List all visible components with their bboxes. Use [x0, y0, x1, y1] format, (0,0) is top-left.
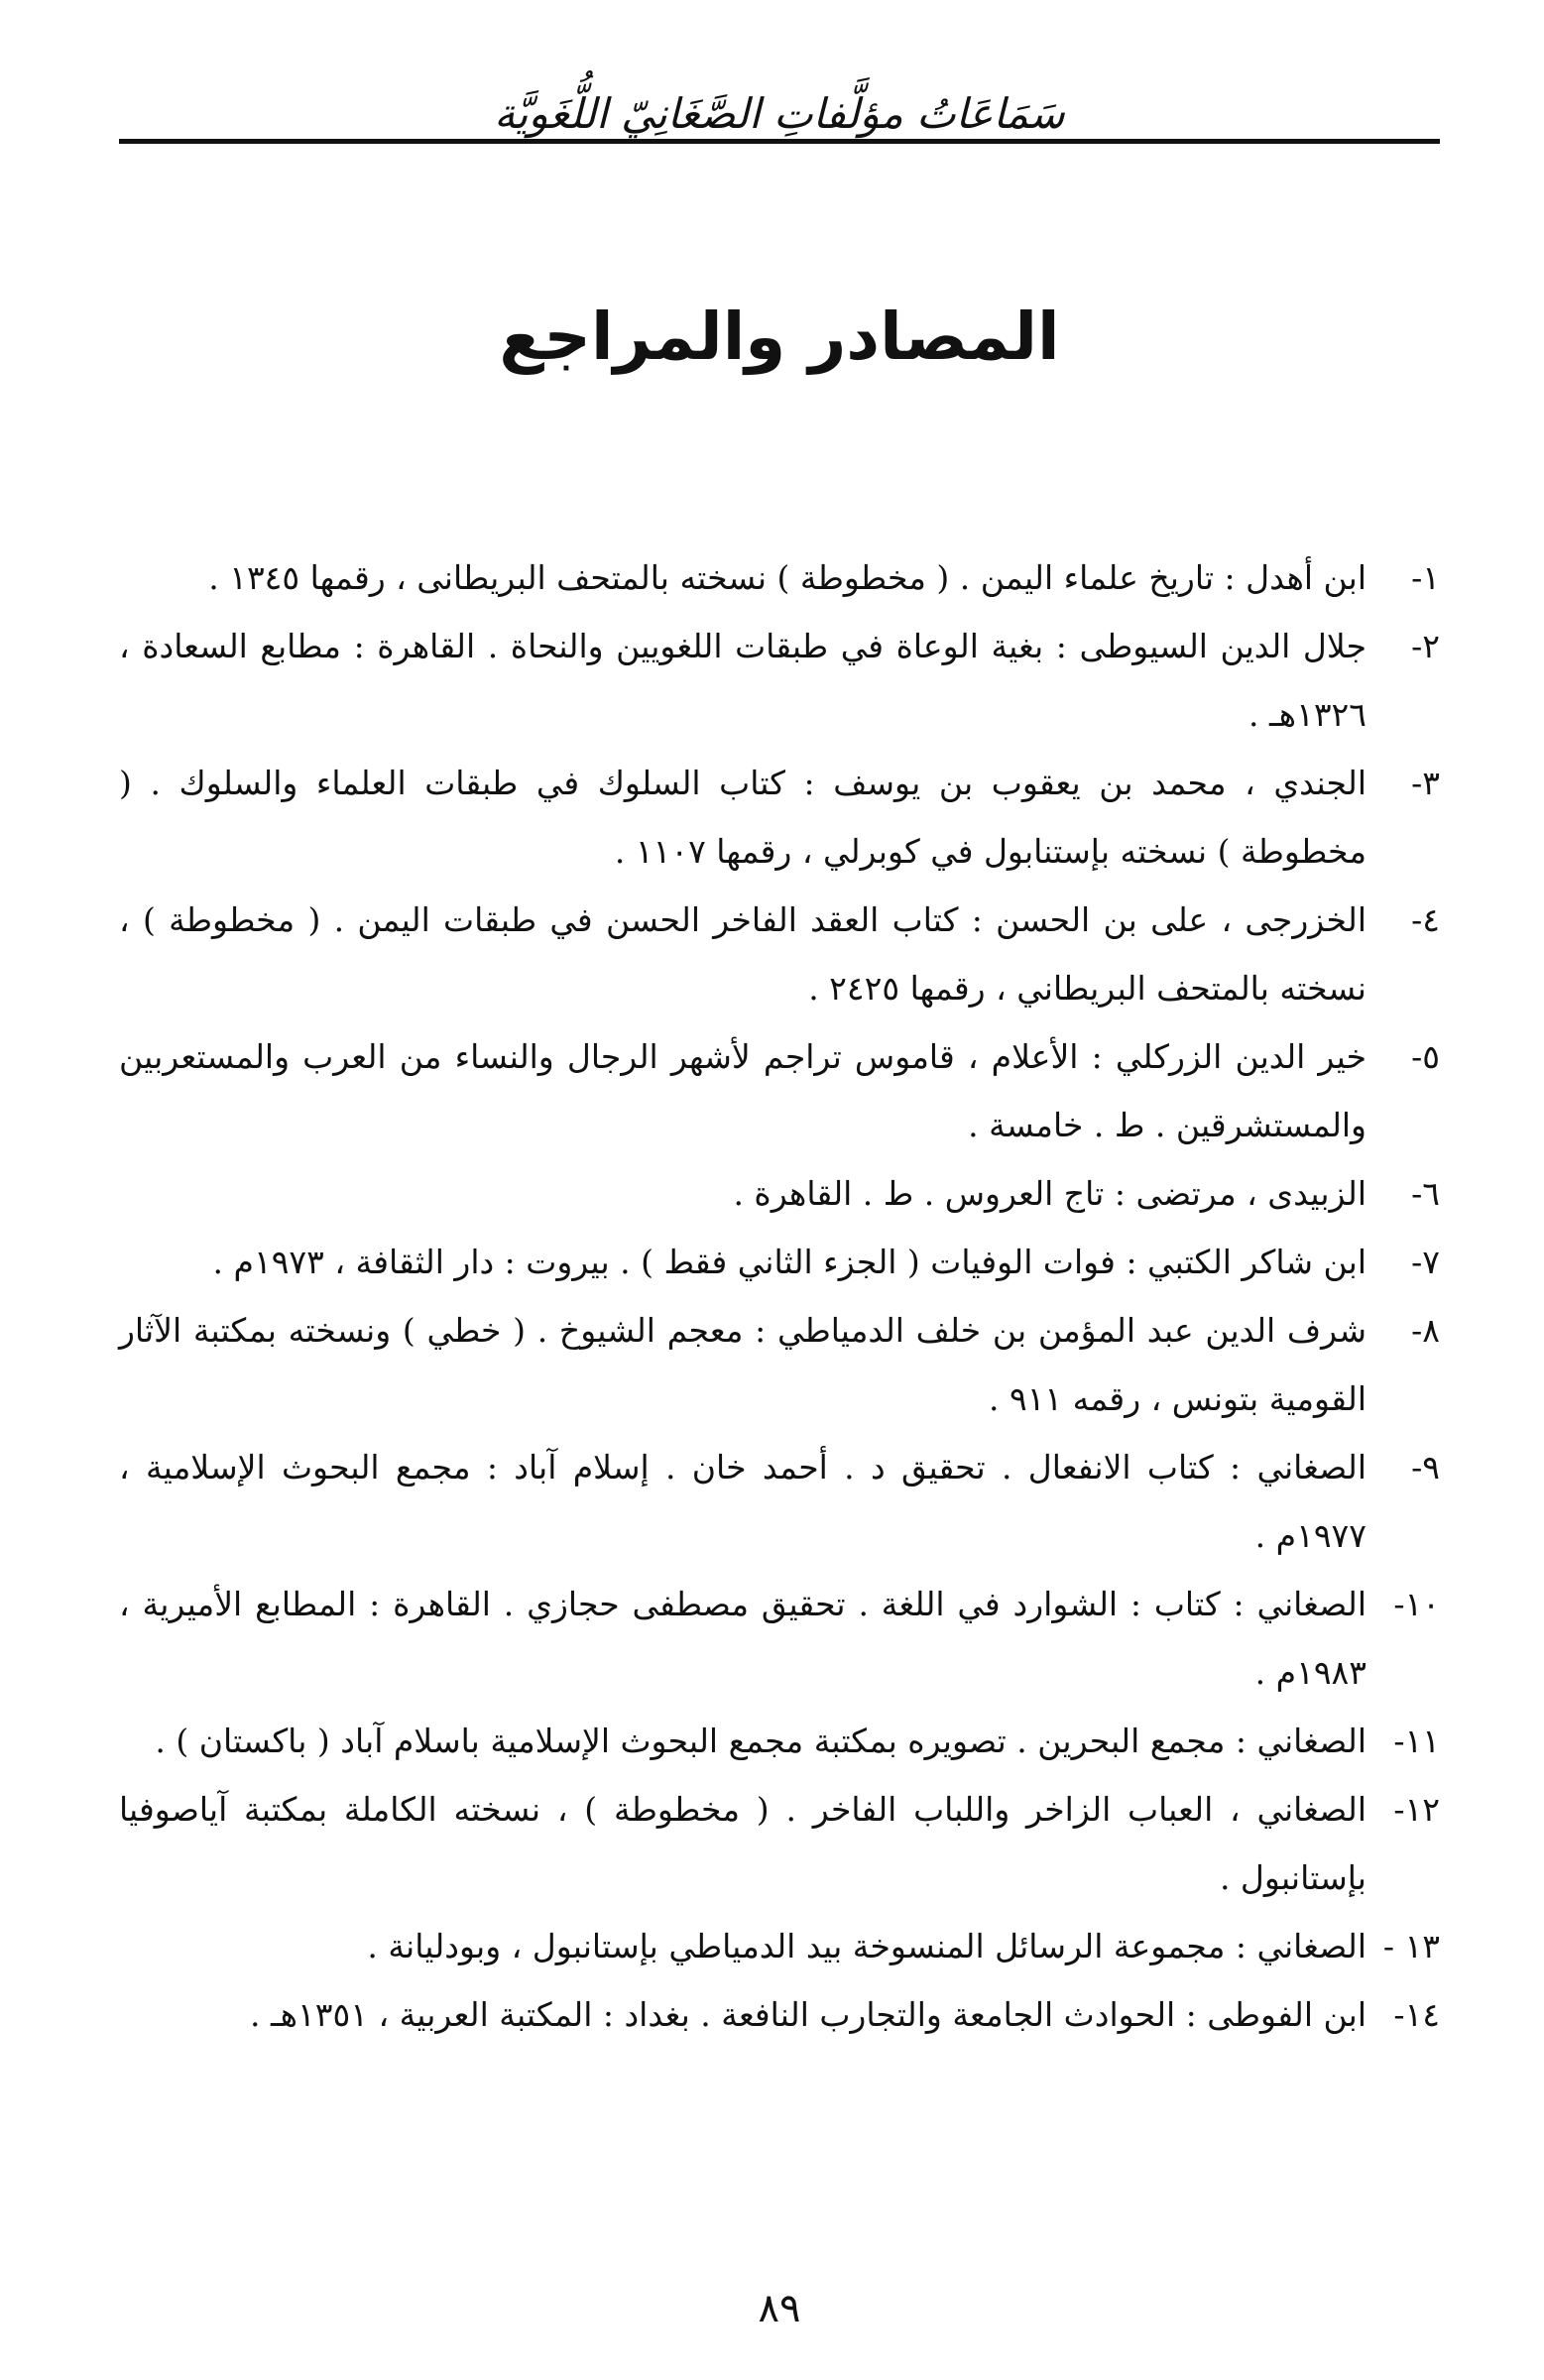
reference-text: الصغاني ، العباب الزاخر واللباب الفاخر . ( مخطوطة ) ، نسخته الكاملة بمكتبة آياصوفيا بإستانبول . [119, 1790, 1366, 1897]
reference-item [119, 1296, 1440, 1433]
reference-number: ١٢- [1393, 1790, 1440, 1829]
reference-text: جلال الدين السيوطى : بغية الوعاة في طبقات اللغويين والنحاة . القاهرة : مطابع السعادة ، ١٣٢٦هـ . [119, 627, 1366, 734]
reference-text: الجندي ، محمد بن يعقوب بن يوسف : كتاب السلوك في طبقات العلماء والسلوك . ( مخطوطة ) نسخته بإستنابول في كوبرلي ، رقمها ١١٠٧ . [119, 764, 1366, 871]
reference-number: ٢- [1411, 627, 1440, 665]
reference-item [119, 1570, 1440, 1707]
reference-text: الصغاني : كتاب الانفعال . تحقيق د . أحمد خان . إسلام آباد : مجمع البحوث الإسلامية ، ١٩٧٧م . [119, 1448, 1366, 1555]
header-rule [119, 139, 1440, 144]
reference-item [119, 749, 1440, 886]
reference-number: ٩- [1411, 1448, 1440, 1487]
reference-item [119, 886, 1440, 1022]
reference-number: ٦- [1411, 1174, 1440, 1213]
page-number: ٨٩ [758, 2286, 801, 2331]
reference-item [119, 1912, 1440, 1980]
reference-number: ٧- [1411, 1243, 1440, 1281]
reference-item [119, 1228, 1440, 1296]
reference-item [119, 543, 1440, 612]
reference-item [119, 612, 1440, 749]
reference-number: ٣- [1411, 764, 1440, 802]
reference-number: ١١- [1393, 1722, 1440, 1760]
reference-number: ٨- [1411, 1311, 1440, 1350]
reference-item [119, 1433, 1440, 1570]
reference-text: ابن شاكر الكتبي : فوات الوفيات ( الجزء الثاني فقط ) . بيروت : دار الثقافة ، ١٩٧٣م . [212, 1243, 1366, 1281]
reference-number: ٤- [1411, 900, 1440, 939]
reference-number: ١٣ - [1382, 1927, 1440, 1965]
reference-text: الصغاني : كتاب : الشوارد في اللغة . تحقيق مصطفى حجازي . القاهرة : المطابع الأميرية ، ١٩٨٣م . [119, 1585, 1366, 1692]
reference-text: الزبيدى ، مرتضى : تاج العروس . ط . القاهرة . [733, 1174, 1366, 1213]
reference-number: ١٠- [1393, 1585, 1440, 1623]
reference-number: ٥- [1411, 1037, 1440, 1076]
reference-text: ابن الفوطى : الحوادث الجامعة والتجارب النافعة . بغداد : المكتبة العربية ، ١٣٥١هـ . [249, 1995, 1366, 2034]
running-header-title: سَمَاعَاتُ مؤلَّفاتِ الصَّغَانِيّ اللُّغَوِيَّة [494, 89, 1065, 138]
reference-list [119, 543, 1440, 2049]
reference-item [119, 1022, 1440, 1159]
reference-item [119, 1707, 1440, 1775]
reference-item [119, 1159, 1440, 1228]
running-header [119, 65, 1440, 138]
reference-text: ابن أهدل : تاريخ علماء اليمن . ( مخطوطة ) نسخته بالمتحف البريطانى ، رقمها ١٣٤٥ . [208, 558, 1366, 597]
reference-item [119, 1980, 1440, 2049]
reference-number: ١٤- [1393, 1995, 1440, 2034]
reference-text: خير الدين الزركلي : الأعلام ، قاموس تراجم لأشهر الرجال والنساء من العرب والمستعربين والمستشرقين . ط . خامسة . [119, 1037, 1366, 1144]
reference-item [119, 1775, 1440, 1912]
reference-text: الخزرجى ، على بن الحسن : كتاب العقد الفاخر الحسن في طبقات اليمن . ( مخطوطة ) ، نسخته بالمتحف البريطاني ، رقمها ٢٤٢٥ . [119, 900, 1366, 1008]
reference-text: الصغاني : مجموعة الرسائل المنسوخة بيد الدمياطي بإستانبول ، وبودلیانة . [367, 1927, 1366, 1965]
reference-text: شرف الدين عبد المؤمن بن خلف الدمياطي : معجم الشيوخ . ( خطي ) ونسخته بمكتبة الآثار القومية بتونس ، رقمه ٩١١ . [119, 1311, 1366, 1418]
reference-number: ١- [1411, 558, 1440, 597]
reference-text: الصغاني : مجمع البحرين . تصويره بمكتبة مجمع البحوث الإسلامية باسلام آباد ( باكستان ) . [155, 1722, 1366, 1760]
section-title: المصادر والمراجع [499, 298, 1060, 375]
